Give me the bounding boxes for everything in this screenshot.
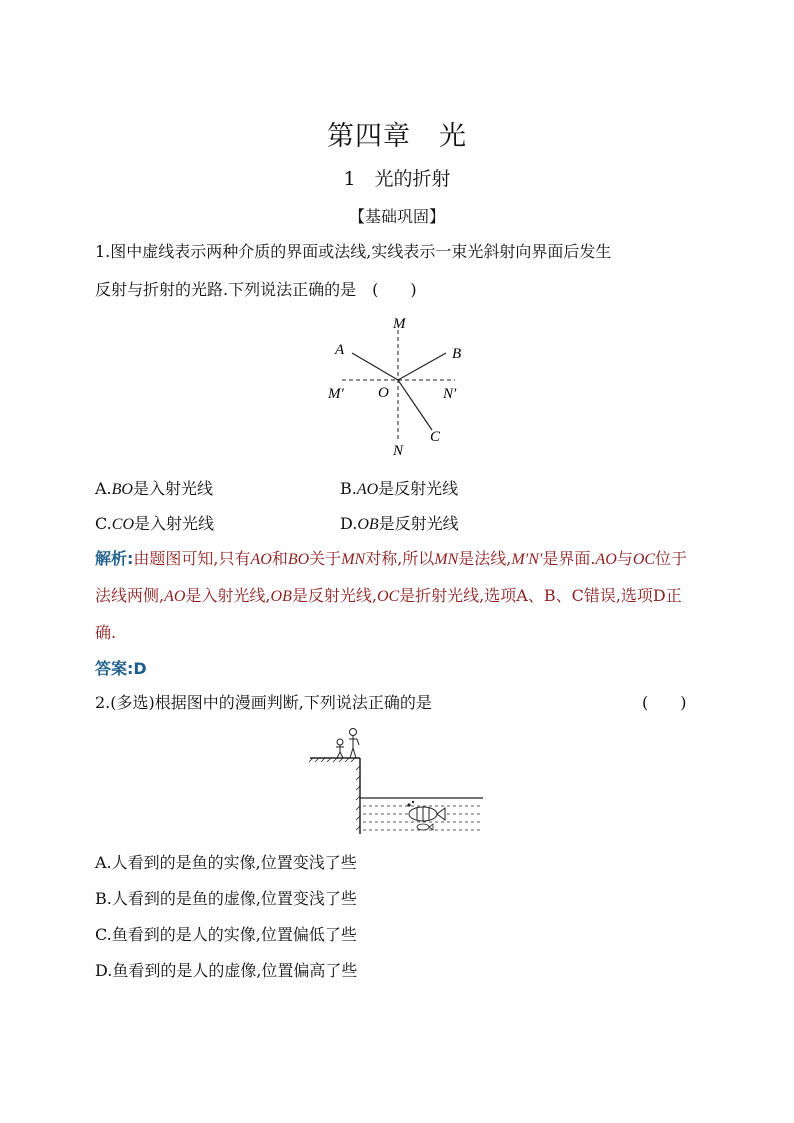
label-c: C bbox=[430, 429, 441, 445]
section-label: 【基础巩固】 bbox=[348, 207, 445, 226]
label-m: M bbox=[393, 316, 406, 332]
fish-actual bbox=[417, 824, 433, 830]
cartoon-diagram bbox=[305, 722, 487, 838]
q1-option-a: A.BO是入射光线 bbox=[95, 479, 213, 498]
section-title: 1 光的折射 bbox=[343, 168, 451, 190]
fish-image bbox=[409, 807, 445, 821]
ray-ao bbox=[352, 353, 398, 380]
q2-option-d: D.鱼看到的是人的虚像,位置偏高了些 bbox=[95, 961, 358, 980]
chapter-title: 第四章 光 bbox=[327, 121, 467, 152]
label-n: N bbox=[393, 443, 404, 459]
person-small bbox=[336, 739, 344, 758]
q1-option-b: B.AO是反射光线 bbox=[340, 479, 459, 498]
q1-analysis: 解析:由题图可知,只有AO和BO关于MN对称,所以MN是法线,M′N′是界面.AO与OC位于法线两侧,AO是入射光线,OB是反射光线,OC是折射光线,选项A、B、C错误,选项D正确. bbox=[95, 549, 688, 642]
q2-stem: 2.(多选)根据图中的漫画判断,下列说法正确的是 bbox=[95, 693, 432, 712]
light-path-diagram bbox=[320, 308, 490, 463]
person-tall bbox=[349, 729, 359, 759]
q1-option-d: D.OB是反射光线 bbox=[340, 514, 459, 533]
q1-option-c: C.CO是入射光线 bbox=[95, 514, 215, 533]
q2-option-b: B.人看到的是鱼的虚像,位置变浅了些 bbox=[95, 889, 357, 908]
analysis-label: 解析: bbox=[95, 549, 134, 568]
q2-blank: ( ) bbox=[642, 693, 687, 712]
label-o: O bbox=[378, 385, 389, 401]
ray-oc bbox=[398, 380, 432, 430]
q1-stem-line2: 反射与折射的光路.下列说法正确的是 ( ) bbox=[95, 280, 417, 299]
q1-answer: 答案:D bbox=[95, 659, 147, 678]
q2-option-a: A.人看到的是鱼的实像,位置变浅了些 bbox=[95, 853, 357, 872]
label-a: A bbox=[335, 342, 345, 358]
ray-ob bbox=[398, 353, 446, 380]
q2-option-c: C.鱼看到的是人的实像,位置偏低了些 bbox=[95, 925, 357, 944]
label-b: B bbox=[452, 346, 462, 362]
q1-stem-line1: 1.图中虚线表示两种介质的界面或法线,实线表示一束光斜射向界面后发生 bbox=[95, 242, 612, 261]
label-n-prime: N′ bbox=[443, 386, 457, 402]
label-m-prime: M′ bbox=[328, 386, 344, 402]
